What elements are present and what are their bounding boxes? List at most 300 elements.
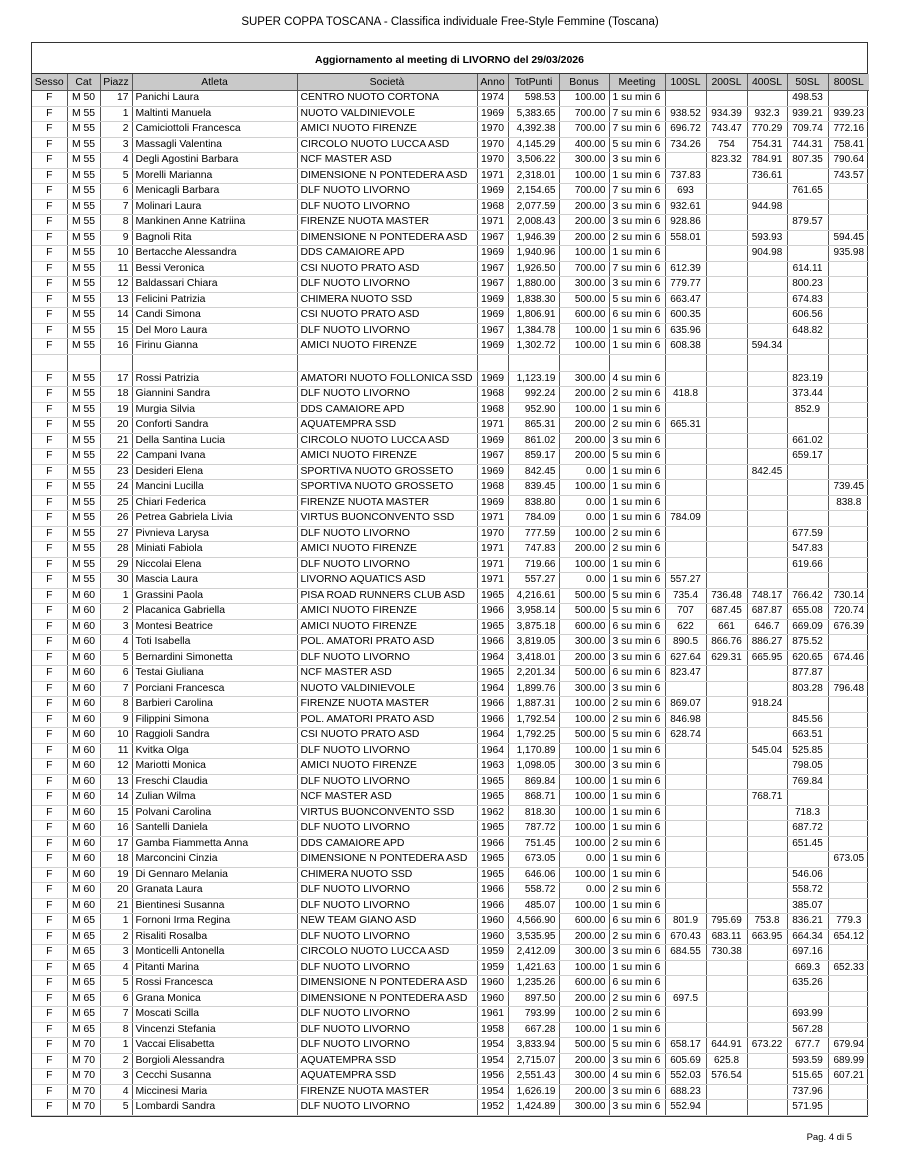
cell-atleta: Moscati Scilla: [132, 1007, 297, 1023]
cell-totpunti: 784.09: [508, 511, 559, 527]
cell-400sl: [747, 712, 787, 728]
cell-400sl: [747, 681, 787, 697]
cell-atleta: Risaliti Rosalba: [132, 929, 297, 945]
cell-400sl: 770.29: [747, 122, 787, 138]
cell-totpunti: 861.02: [508, 433, 559, 449]
cell-meeting: 3 su min 6: [609, 1084, 665, 1100]
cell-800sl: [828, 976, 869, 992]
cell-atleta: Bagnoli Rita: [132, 230, 297, 246]
cell-atleta: Kvitka Olga: [132, 743, 297, 759]
cell-100sl: 552.03: [665, 1069, 706, 1085]
cell-400sl: [747, 480, 787, 496]
cell-800sl: [828, 339, 869, 355]
table-row: [32, 821, 869, 837]
cell-totpunti: 869.84: [508, 774, 559, 790]
cell-100sl: 823.47: [665, 666, 706, 682]
column-header-cat: Cat: [67, 74, 100, 91]
cell-bonus: 100.00: [559, 712, 609, 728]
cell-100sl: 557.27: [665, 573, 706, 589]
cell-cat: M 60: [67, 681, 100, 697]
cell-100sl: [665, 557, 706, 573]
cell-sesso: F: [32, 867, 67, 883]
cell-atleta: Desideri Elena: [132, 464, 297, 480]
cell-50sl: [787, 697, 828, 713]
cell-piazz: 7: [100, 1007, 132, 1023]
table-row: [32, 619, 869, 635]
cell-bonus: 100.00: [559, 960, 609, 976]
cell-50sl: 525.85: [787, 743, 828, 759]
cell-anno: 1961: [477, 1007, 508, 1023]
cell-800sl: 594.45: [828, 230, 869, 246]
cell-100sl: 665.31: [665, 418, 706, 434]
cell-50sl: [787, 199, 828, 215]
cell-cat: M 55: [67, 106, 100, 122]
cell-totpunti: 2,715.07: [508, 1053, 559, 1069]
cell-meeting: 5 su min 6: [609, 588, 665, 604]
cell-sesso: F: [32, 945, 67, 961]
cell-bonus: 0.00: [559, 883, 609, 899]
cell-800sl: 673.05: [828, 852, 869, 868]
cell-meeting: 3 su min 6: [609, 199, 665, 215]
cell-sesso: F: [32, 526, 67, 542]
cell-meeting: 1 su min 6: [609, 867, 665, 883]
cell-meeting: 2 su min 6: [609, 712, 665, 728]
cell-bonus: 200.00: [559, 199, 609, 215]
cell-400sl: [747, 945, 787, 961]
cell-anno: 1958: [477, 1022, 508, 1038]
cell-400sl: [747, 511, 787, 527]
cell-societa: DLF NUOTO LIVORNO: [297, 1022, 477, 1038]
cell-societa: CIRCOLO NUOTO LUCCA ASD: [297, 945, 477, 961]
cell-piazz: 19: [100, 402, 132, 418]
cell-piazz: 5: [100, 650, 132, 666]
cell-meeting: 1 su min 6: [609, 511, 665, 527]
cell-piazz: [100, 354, 132, 371]
cell-societa: DLF NUOTO LIVORNO: [297, 557, 477, 573]
cell-anno: 1966: [477, 712, 508, 728]
cell-sesso: F: [32, 619, 67, 635]
cell-50sl: [787, 573, 828, 589]
cell-sesso: F: [32, 1100, 67, 1116]
cell-sesso: F: [32, 137, 67, 153]
cell-sesso: F: [32, 495, 67, 511]
cell-meeting: 3 su min 6: [609, 759, 665, 775]
cell-societa: NCF MASTER ASD: [297, 790, 477, 806]
cell-100sl: [665, 449, 706, 465]
cell-meeting: 3 su min 6: [609, 650, 665, 666]
cell-800sl: 689.99: [828, 1053, 869, 1069]
cell-400sl: [747, 666, 787, 682]
table-row: [32, 1007, 869, 1023]
cell-anno: 1969: [477, 246, 508, 262]
table-row: [32, 929, 869, 945]
table-row: [32, 137, 869, 153]
cell-100sl: [665, 354, 706, 371]
cell-piazz: 11: [100, 261, 132, 277]
cell-piazz: 3: [100, 945, 132, 961]
cell-societa: DLF NUOTO LIVORNO: [297, 199, 477, 215]
cell-50sl: 663.51: [787, 728, 828, 744]
cell-400sl: [747, 495, 787, 511]
cell-100sl: [665, 976, 706, 992]
cell-200sl: [706, 805, 747, 821]
cell-cat: M 60: [67, 805, 100, 821]
cell-400sl: [747, 402, 787, 418]
cell-meeting: 1 su min 6: [609, 898, 665, 914]
cell-atleta: Degli Agostini Barbara: [132, 153, 297, 169]
cell-200sl: [706, 354, 747, 371]
cell-meeting: 1 su min 6: [609, 557, 665, 573]
cell-anno: 1970: [477, 137, 508, 153]
cell-400sl: 784.91: [747, 153, 787, 169]
cell-piazz: 3: [100, 619, 132, 635]
table-row: [32, 480, 869, 496]
cell-piazz: 6: [100, 991, 132, 1007]
table-row: [32, 387, 869, 403]
cell-200sl: 795.69: [706, 914, 747, 930]
cell-sesso: F: [32, 480, 67, 496]
cell-meeting: 4 su min 6: [609, 1069, 665, 1085]
cell-atleta: Freschi Claudia: [132, 774, 297, 790]
cell-100sl: 890.5: [665, 635, 706, 651]
column-header-bonus: Bonus: [559, 74, 609, 91]
cell-800sl: [828, 308, 869, 324]
cell-cat: M 70: [67, 1084, 100, 1100]
cell-800sl: [828, 292, 869, 308]
cell-bonus: 300.00: [559, 277, 609, 293]
cell-societa: NCF MASTER ASD: [297, 153, 477, 169]
cell-meeting: 7 su min 6: [609, 184, 665, 200]
cell-400sl: 886.27: [747, 635, 787, 651]
table-row: [32, 495, 869, 511]
cell-bonus: 500.00: [559, 1038, 609, 1054]
cell-sesso: F: [32, 697, 67, 713]
cell-anno: 1970: [477, 153, 508, 169]
cell-200sl: [706, 339, 747, 355]
cell-sesso: F: [32, 464, 67, 480]
cell-totpunti: 4,566.90: [508, 914, 559, 930]
cell-meeting: 1 su min 6: [609, 480, 665, 496]
cell-anno: 1970: [477, 526, 508, 542]
cell-anno: 1966: [477, 697, 508, 713]
cell-totpunti: 2,551.43: [508, 1069, 559, 1085]
cell-200sl: [706, 371, 747, 387]
cell-800sl: 790.64: [828, 153, 869, 169]
cell-sesso: F: [32, 91, 67, 107]
cell-piazz: 1: [100, 914, 132, 930]
cell-cat: M 70: [67, 1069, 100, 1085]
cell-100sl: [665, 433, 706, 449]
cell-societa: NCF MASTER ASD: [297, 666, 477, 682]
cell-meeting: 7 su min 6: [609, 106, 665, 122]
cell-piazz: 15: [100, 805, 132, 821]
cell-400sl: [747, 418, 787, 434]
cell-anno: 1969: [477, 464, 508, 480]
cell-100sl: [665, 681, 706, 697]
cell-400sl: 918.24: [747, 697, 787, 713]
cell-piazz: 21: [100, 898, 132, 914]
cell-sesso: F: [32, 759, 67, 775]
cell-200sl: [706, 261, 747, 277]
cell-societa: DIMENSIONE N PONTEDERA ASD: [297, 168, 477, 184]
cell-totpunti: 3,535.95: [508, 929, 559, 945]
table-row: [32, 914, 869, 930]
cell-50sl: 687.72: [787, 821, 828, 837]
cell-meeting: 5 su min 6: [609, 604, 665, 620]
cell-800sl: [828, 557, 869, 573]
cell-400sl: [747, 91, 787, 107]
cell-bonus: 600.00: [559, 308, 609, 324]
cell-totpunti: 1,899.76: [508, 681, 559, 697]
cell-400sl: 768.71: [747, 790, 787, 806]
cell-100sl: [665, 836, 706, 852]
cell-societa: AQUATEMPRA SSD: [297, 418, 477, 434]
cell-sesso: F: [32, 1038, 67, 1054]
cell-meeting: 6 su min 6: [609, 619, 665, 635]
cell-atleta: Fornoni Irma Regina: [132, 914, 297, 930]
cell-anno: 1970: [477, 122, 508, 138]
table-row: [32, 122, 869, 138]
cell-bonus: 200.00: [559, 215, 609, 231]
cell-cat: M 60: [67, 743, 100, 759]
cell-atleta: Bientinesi Susanna: [132, 898, 297, 914]
cell-100sl: 684.55: [665, 945, 706, 961]
cell-cat: M 60: [67, 898, 100, 914]
cell-cat: M 55: [67, 480, 100, 496]
cell-atleta: Panichi Laura: [132, 91, 297, 107]
cell-50sl: 879.57: [787, 215, 828, 231]
cell-piazz: 7: [100, 199, 132, 215]
cell-bonus: 100.00: [559, 836, 609, 852]
cell-cat: M 60: [67, 635, 100, 651]
cell-atleta: Grana Monica: [132, 991, 297, 1007]
cell-100sl: [665, 246, 706, 262]
cell-totpunti: 751.45: [508, 836, 559, 852]
cell-cat: M 55: [67, 573, 100, 589]
cell-meeting: 1 su min 6: [609, 339, 665, 355]
cell-400sl: [747, 323, 787, 339]
cell-meeting: 2 su min 6: [609, 526, 665, 542]
cell-bonus: 200.00: [559, 1084, 609, 1100]
table-row: [32, 106, 869, 122]
cell-400sl: 663.95: [747, 929, 787, 945]
cell-totpunti: 1,946.39: [508, 230, 559, 246]
table-row: [32, 883, 869, 899]
cell-50sl: 659.17: [787, 449, 828, 465]
cell-bonus: 100.00: [559, 805, 609, 821]
cell-100sl: 608.38: [665, 339, 706, 355]
cell-200sl: [706, 867, 747, 883]
cell-200sl: 866.76: [706, 635, 747, 651]
cell-atleta: Rossi Francesca: [132, 976, 297, 992]
cell-400sl: [747, 1100, 787, 1116]
table-row: [32, 852, 869, 868]
column-header-piazz: Piazz: [100, 74, 132, 91]
cell-piazz: 23: [100, 464, 132, 480]
cell-sesso: F: [32, 821, 67, 837]
cell-sesso: F: [32, 635, 67, 651]
cell-societa: DLF NUOTO LIVORNO: [297, 1038, 477, 1054]
cell-totpunti: 1,170.89: [508, 743, 559, 759]
cell-totpunti: 1,940.96: [508, 246, 559, 262]
cell-400sl: [747, 542, 787, 558]
cell-50sl: [787, 418, 828, 434]
cell-totpunti: 1,626.19: [508, 1084, 559, 1100]
cell-400sl: [747, 215, 787, 231]
cell-societa: DLF NUOTO LIVORNO: [297, 323, 477, 339]
cell-anno: 1971: [477, 542, 508, 558]
cell-800sl: [828, 712, 869, 728]
cell-sesso: F: [32, 168, 67, 184]
cell-totpunti: 1,384.78: [508, 323, 559, 339]
table-row: [32, 184, 869, 200]
cell-100sl: [665, 526, 706, 542]
cell-50sl: [787, 991, 828, 1007]
cell-400sl: [747, 991, 787, 1007]
cell-200sl: [706, 308, 747, 324]
cell-societa: DDS CAMAIORE APD: [297, 836, 477, 852]
sheet-subtitle: Aggiornamento al meeting di LIVORNO del 29/03/2026: [32, 43, 867, 74]
cell-200sl: [706, 449, 747, 465]
cell-cat: M 70: [67, 1053, 100, 1069]
cell-anno: 1960: [477, 976, 508, 992]
cell-200sl: 625.8: [706, 1053, 747, 1069]
cell-cat: M 55: [67, 449, 100, 465]
cell-anno: 1965: [477, 619, 508, 635]
cell-anno: 1964: [477, 728, 508, 744]
cell-400sl: 673.22: [747, 1038, 787, 1054]
cell-sesso: F: [32, 1007, 67, 1023]
cell-400sl: [747, 1069, 787, 1085]
cell-200sl: [706, 387, 747, 403]
cell-200sl: [706, 1100, 747, 1116]
cell-200sl: [706, 526, 747, 542]
cell-piazz: 4: [100, 1084, 132, 1100]
cell-atleta: Del Moro Laura: [132, 323, 297, 339]
cell-800sl: [828, 184, 869, 200]
table-row: [32, 91, 869, 107]
cell-societa: CHIMERA NUOTO SSD: [297, 867, 477, 883]
cell-totpunti: 3,418.01: [508, 650, 559, 666]
cell-anno: 1952: [477, 1100, 508, 1116]
cell-200sl: [706, 976, 747, 992]
cell-bonus: 300.00: [559, 759, 609, 775]
table-row: [32, 526, 869, 542]
cell-atleta: Gamba Fiammetta Anna: [132, 836, 297, 852]
table-row: [32, 1053, 869, 1069]
cell-sesso: F: [32, 557, 67, 573]
cell-anno: 1971: [477, 418, 508, 434]
cell-400sl: [747, 774, 787, 790]
cell-meeting: 5 su min 6: [609, 137, 665, 153]
cell-200sl: [706, 418, 747, 434]
cell-400sl: [747, 387, 787, 403]
table-row: [32, 433, 869, 449]
cell-atleta: Lombardi Sandra: [132, 1100, 297, 1116]
cell-sesso: F: [32, 914, 67, 930]
cell-200sl: [706, 759, 747, 775]
cell-200sl: [706, 821, 747, 837]
cell-sesso: F: [32, 199, 67, 215]
cell-100sl: 622: [665, 619, 706, 635]
document-title: SUPER COPPA TOSCANA - Classifica individuale Free-Style Femmine (Toscana): [241, 16, 659, 28]
cell-cat: M 55: [67, 339, 100, 355]
cell-100sl: [665, 402, 706, 418]
cell-totpunti: 1,880.00: [508, 277, 559, 293]
cell-400sl: 904.98: [747, 246, 787, 262]
cell-50sl: 669.09: [787, 619, 828, 635]
cell-atleta: Conforti Sandra: [132, 418, 297, 434]
cell-400sl: [747, 867, 787, 883]
cell-100sl: 779.77: [665, 277, 706, 293]
cell-100sl: [665, 883, 706, 899]
cell-atleta: Molinari Laura: [132, 199, 297, 215]
cell-800sl: [828, 199, 869, 215]
cell-50sl: 651.45: [787, 836, 828, 852]
cell-totpunti: 1,792.54: [508, 712, 559, 728]
cell-anno: 1967: [477, 230, 508, 246]
cell-400sl: [747, 354, 787, 371]
cell-totpunti: 1,838.30: [508, 292, 559, 308]
cell-meeting: 5 su min 6: [609, 1038, 665, 1054]
table-row: [32, 991, 869, 1007]
cell-bonus: 200.00: [559, 1053, 609, 1069]
cell-800sl: [828, 277, 869, 293]
cell-sesso: F: [32, 339, 67, 355]
cell-50sl: 498.53: [787, 91, 828, 107]
cell-piazz: 7: [100, 681, 132, 697]
spacer-row: [32, 354, 869, 371]
cell-anno: 1964: [477, 681, 508, 697]
cell-cat: M 60: [67, 883, 100, 899]
cell-societa: DLF NUOTO LIVORNO: [297, 960, 477, 976]
cell-piazz: 28: [100, 542, 132, 558]
cell-anno: 1965: [477, 790, 508, 806]
cell-meeting: 7 su min 6: [609, 261, 665, 277]
cell-totpunti: 1,235.26: [508, 976, 559, 992]
cell-piazz: 17: [100, 836, 132, 852]
cell-meeting: 6 su min 6: [609, 666, 665, 682]
cell-piazz: 11: [100, 743, 132, 759]
cell-100sl: 801.9: [665, 914, 706, 930]
column-header-anno: Anno: [477, 74, 508, 91]
cell-totpunti: 1,302.72: [508, 339, 559, 355]
cell-bonus: 100.00: [559, 1022, 609, 1038]
cell-cat: M 60: [67, 774, 100, 790]
cell-800sl: 739.45: [828, 480, 869, 496]
cell-societa: LIVORNO AQUATICS ASD: [297, 573, 477, 589]
cell-50sl: 606.56: [787, 308, 828, 324]
cell-200sl: [706, 277, 747, 293]
table-row: [32, 542, 869, 558]
cell-societa: CSI NUOTO PRATO ASD: [297, 308, 477, 324]
cell-200sl: [706, 774, 747, 790]
cell-100sl: [665, 852, 706, 868]
table-row: [32, 511, 869, 527]
cell-800sl: 607.21: [828, 1069, 869, 1085]
cell-800sl: [828, 1007, 869, 1023]
cell-piazz: 17: [100, 371, 132, 387]
cell-anno: 1966: [477, 836, 508, 852]
cell-atleta: Miniati Fabiola: [132, 542, 297, 558]
cell-piazz: 4: [100, 960, 132, 976]
cell-totpunti: 4,216.61: [508, 588, 559, 604]
cell-50sl: 761.65: [787, 184, 828, 200]
cell-bonus: 200.00: [559, 418, 609, 434]
cell-cat: M 65: [67, 960, 100, 976]
cell-meeting: 3 su min 6: [609, 681, 665, 697]
cell-societa: FIRENZE NUOTA MASTER: [297, 495, 477, 511]
